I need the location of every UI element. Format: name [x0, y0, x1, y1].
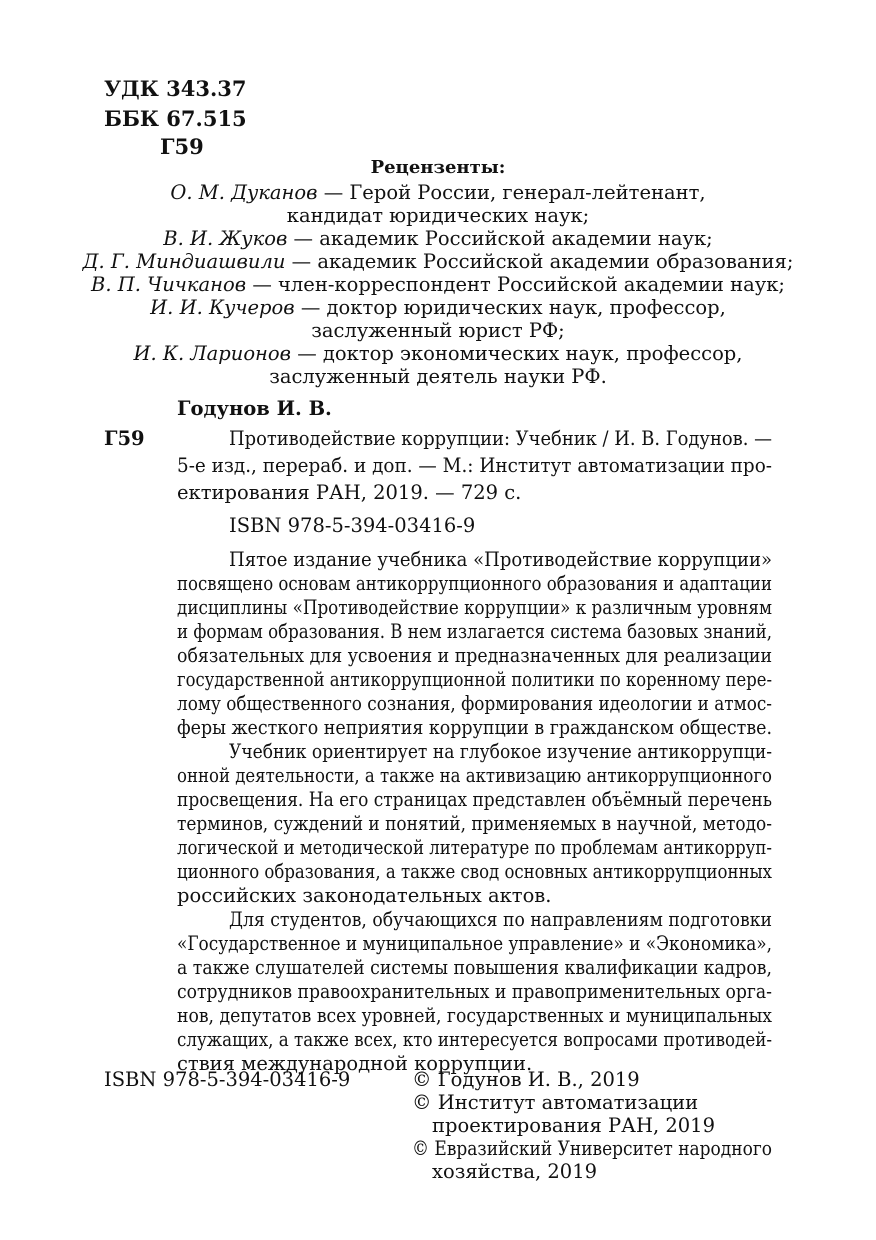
reviewer-line: И. И. Кучеров — доктор юридических наук, профессор,: [150, 296, 726, 319]
reviewer-name: И. К. Ларионов: [133, 342, 291, 365]
reviewer-name: Д. Г. Миндиашвили: [82, 250, 286, 273]
reviewer-line: заслуженный деятель науки РФ.: [269, 365, 607, 388]
abstract-line: и формам образования. В нем излагается система базовых знаний,: [177, 620, 773, 643]
bib-author: Годунов И. В.: [177, 397, 332, 420]
copyright-line: © Институт автоматизации: [412, 1091, 699, 1114]
copyright-line: проектирования РАН, 2019: [432, 1114, 715, 1137]
reviewer-line: В. И. Жуков — академик Российской академии наук;: [163, 227, 713, 250]
reviewer-line: О. М. Дуканов — Герой России, генерал-лейтенант,: [170, 181, 706, 204]
abstract-line: логической и методической литературе по проблемам антикорруп-: [177, 836, 772, 859]
bib-line: 5-е изд., перераб. и доп. — М.: Институт автоматизации про-: [177, 454, 772, 477]
abstract-line: терминов, суждений и понятий, применяемых в научной, методо-: [177, 812, 772, 835]
abstract-line: российских законодательных актов.: [177, 884, 552, 907]
abstract-line: нов, депутатов всех уровней, государственных и муниципальных: [177, 1004, 773, 1027]
abstract-line: сотрудников правоохранительных и правоприменительных орга-: [177, 980, 772, 1003]
reviewer-line: В. П. Чичканов — член-корреспондент Российской академии наук;: [91, 273, 785, 296]
reviewer-name: В. П. Чичканов: [91, 273, 247, 296]
bib-line: ектирования РАН, 2019. — 729 с.: [177, 481, 522, 504]
abstract-line: Учебник ориентирует на глубокое изучение антикоррупци-: [229, 740, 773, 763]
reviewer-name: В. И. Жуков: [163, 227, 288, 250]
copyright-line: хозяйства, 2019: [432, 1160, 598, 1183]
abstract-line: ционного образования, а также свод основных антикоррупционных: [177, 860, 772, 883]
bbk-code: ББК 67.515: [104, 106, 247, 131]
reviewer-line: заслуженный юрист РФ;: [311, 319, 565, 342]
author-mark: Г59: [160, 134, 204, 159]
reviewer-line: И. К. Ларионов — доктор экономических наук, профессор,: [133, 342, 743, 365]
abstract-line: служащих, а также всех, кто интересуется вопросами противодей-: [177, 1028, 772, 1051]
bib-line: Противодействие коррупции: Учебник / И. В. Годунов. —: [229, 427, 773, 450]
reviewers-title: Рецензенты:: [370, 157, 506, 178]
abstract-line: «Государственное и муниципальное управление» и «Экономика»,: [177, 932, 773, 955]
abstract-line: а также слушателей системы повышения квалификации кадров,: [177, 956, 772, 979]
abstract-line: онной деятельности, а также на активизацию антикоррупционного: [177, 764, 773, 787]
reviewer-name: О. М. Дуканов: [170, 181, 318, 204]
abstract-line: дисциплины «Противодействие коррупции» к различным уровням: [177, 596, 772, 619]
abstract-line: ствия международной коррупции.: [177, 1052, 533, 1075]
abstract-line: Пятое издание учебника «Противодействие коррупции»: [229, 548, 773, 571]
reviewer-name: И. И. Кучеров: [150, 296, 295, 319]
footer-isbn: ISBN 978-5-394-03416-9: [104, 1068, 351, 1091]
abstract-line: обязательных для усвоения и предназначенных для реализации: [177, 644, 773, 667]
abstract-line: просвещения. На его страницах представлен объёмный перечень: [177, 788, 772, 811]
abstract-line: Для студентов, обучающихся по направлениям подготовки: [229, 908, 772, 931]
abstract-line: посвящено основам антикоррупционного образования и адаптации: [177, 572, 772, 595]
bib-isbn: ISBN 978-5-394-03416-9: [229, 514, 476, 537]
copyright-line: © Евразийский Университет народного: [412, 1137, 772, 1160]
reviewer-line: Д. Г. Миндиашвили — академик Российской академии образования;: [82, 250, 794, 273]
abstract-line: лому общественного сознания, формирования идеологии и атмос-: [177, 692, 773, 715]
copyright-line: © Годунов И. В., 2019: [412, 1068, 640, 1091]
udk-code: УДК 343.37: [104, 76, 247, 101]
reviewer-line: кандидат юридических наук;: [286, 204, 590, 227]
bib-code: Г59: [104, 427, 145, 450]
abstract-line: государственной антикоррупционной политики по коренному пере-: [177, 668, 773, 691]
abstract-line: феры жесткого неприятия коррупции в гражданском обществе.: [177, 716, 772, 739]
